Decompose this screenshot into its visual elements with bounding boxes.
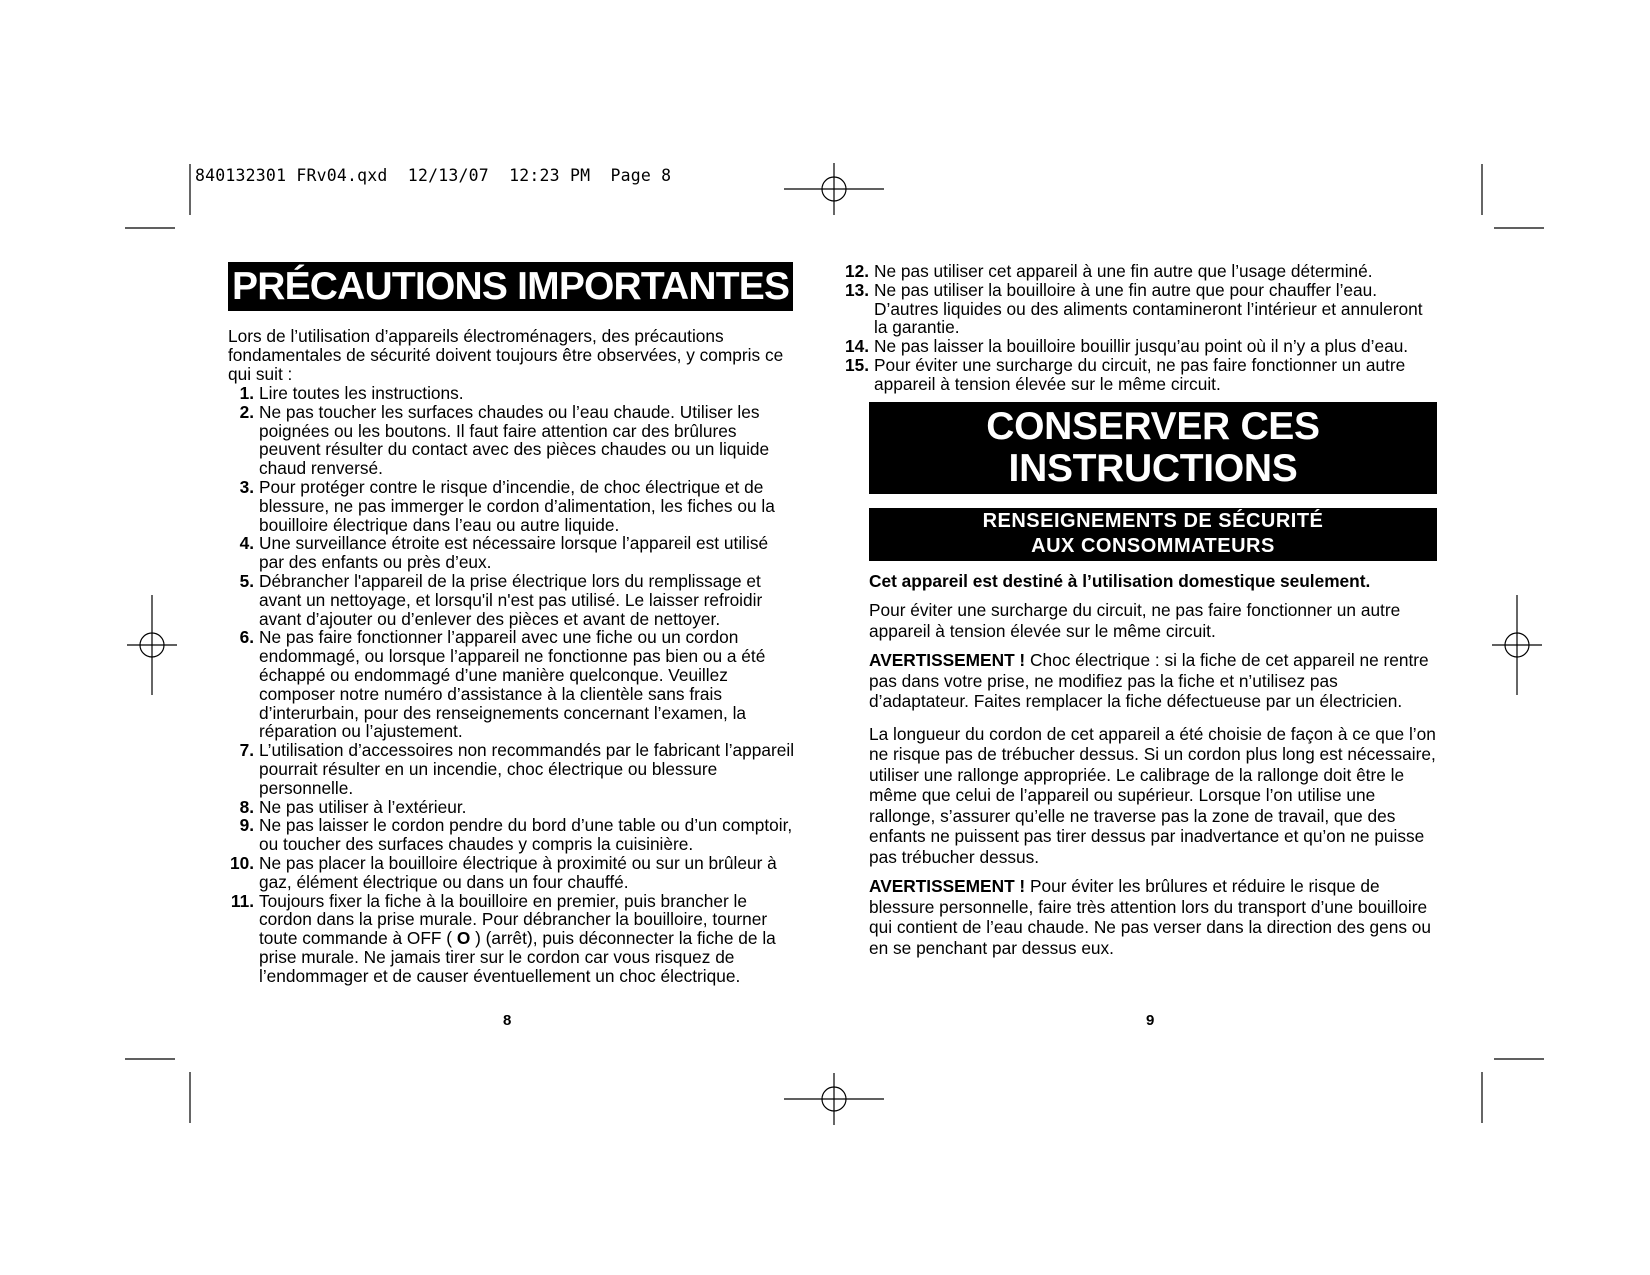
precautions-list-continued — [837, 262, 1437, 394]
circuit-paragraph: Pour éviter une surcharge du circuit, ne pas faire fonctionner un autre appareil à tension élevée sur le même circuit. — [869, 600, 1401, 641]
page-number-left: 8 — [503, 1012, 512, 1029]
consumer-safety-banner: RENSEIGNEMENTS DE SÉCURITÉ AUX CONSOMMATEURS — [869, 508, 1437, 561]
page-9 — [844, 261, 1437, 958]
list-item: 11. Toujours fixer la fiche à la bouilloire en premier, puis brancher le cordon dans la prise murale. Pour débrancher la bouilloire, tourner toute commande à OFF ( O ) (arrêt), puis déconnecter la fiche de la prise murale. Ne jamais tirer sur le cordon car vous risquez de l’endommager et de causer éventuellement un choc électrique. — [230, 890, 776, 986]
registration-mark-left — [127, 595, 177, 695]
list-item: 4. Une surveillance étroite est nécessaire lorsque l’appareil est utilisé par des enfants ou près d’eux. — [239, 533, 769, 573]
household-use-note: Cet appareil est destiné à l’utilisation domestique seulement. — [869, 570, 1371, 591]
cord-length-paragraph: La longueur du cordon de cet appareil a été choisie de façon à ce que l’on ne risque pas de trébucher dessus. Si un cordon plus long est nécessaire, utiliser une rallonge appropriée. Le calibrage de la rallonge doit être le même que celui de l’appareil ou supérieur. Lorsque l’on utilise une rallonge, s’assurer qu’elle ne traverse pas la zone de travail, que des enfants ne puissent pas tirer dessus par inadvertance et qu’on ne puisse pas trébucher dessus. — [869, 723, 1436, 867]
precautions-list — [222, 384, 796, 986]
list-item: 7. L’utilisation d’accessoires non recommandés par le fabricant l’appareil pourrait résulter en un incendie, choc électrique ou blessure personnelle. — [239, 740, 795, 798]
warning-electric-shock: AVERTISSEMENT ! Choc électrique : si la fiche de cet appareil ne rentre pas dans votre prise, ne modifiez pas la fiche et n’utilisez pas d’adaptateur. Faites remplacer la fiche défectueuse par un électricien. — [869, 650, 1429, 712]
list-item: 1. Lire toutes les instructions. — [239, 383, 464, 403]
off-symbol: O — [456, 928, 471, 949]
list-item: 3. Pour protéger contre le risque d’incendie, de choc électrique et de blessure, ne pas immerger le cordon d’alimentation, les fiches ou la bouilloire électrique dans l’eau ou autre liquide. — [239, 476, 775, 535]
list-item: 9. Ne pas laisser le cordon pendre du bord d’une table ou d’un comptoir, ou toucher des surfaces chaudes y compris la cuisinière. — [239, 815, 793, 855]
warning-burns: AVERTISSEMENT ! Pour éviter les brûlures et réduire le risque de blessure personnelle, faire très attention lors du transport d’une bouilloire qui contient de l’eau chaude. Ne pas verser dans la direction des gens ou en se penchant par dessus eux. — [869, 876, 1432, 958]
page-8 — [228, 262, 796, 986]
intro-paragraph: Lors de l’utilisation d’appareils électroménagers, des précautions fondamentales de sécurité doivent toujours être observées, y compris ce qui suit : — [228, 326, 784, 384]
precautions-title: PRÉCAUTIONS IMPORTANTES — [228, 262, 793, 311]
list-item: 15. Pour éviter une surcharge du circuit, ne pas faire fonctionner un autre appareil à tension élevée sur le même circuit. — [844, 354, 1406, 394]
list-item: 13. Ne pas utiliser la bouilloire à une fin autre que pour chauffer l’eau. D’autres liquides ou des aliments contamineront l’intérieur et annuleront la garantie. — [844, 279, 1423, 338]
page-number-right: 9 — [1146, 1012, 1155, 1029]
list-item: 5. Débrancher l'appareil de la prise électrique lors du remplissage et avant un nettoyage, et lorsqu'il n'est pas utilisé. Le laisser refroidir avant d’ajouter ou d’enlever des pièces et avant de nettoyer. — [239, 570, 763, 629]
list-item: 14. Ne pas laisser la bouilloire bouillir jusqu’au point où il n’y a plus d’eau. — [844, 336, 1409, 357]
file-slug: 840132301 FRv04.qxd 12/13/07 12:23 PM Page 8 — [195, 166, 672, 185]
list-item: 6. Ne pas faire fonctionner l’appareil avec une fiche ou un cordon endommagé, ou lorsque l’appareil ne fonctionne pas bien ou a été échappé ou endommagé d’une manière quelconque. Veuillez composer notre numéro d’assistance à la clientèle sans frais d’interurbain, pour des renseignements concernant l’examen, la réparation ou l’ajustement. — [239, 627, 766, 742]
registration-mark-top — [784, 163, 884, 215]
list-item: 2. Ne pas toucher les surfaces chaudes ou l’eau chaude. Utiliser les poignées ou les boutons. Il faut faire attention car des brûlures peuvent résulter du contact avec des pièces chaudes ou un liquide chaud renversé. — [239, 401, 770, 479]
list-item: 8. Ne pas utiliser à l’extérieur. — [239, 796, 467, 817]
registration-mark-right — [1492, 595, 1542, 695]
list-item: 10. Ne pas placer la bouilloire électrique à proximité ou sur un brûleur à gaz, élément électrique ou dans un four chauffé. — [229, 852, 777, 892]
registration-mark-bottom — [784, 1073, 884, 1125]
list-item: 12. Ne pas utiliser cet appareil à une fin autre que l’usage déterminé. — [844, 261, 1373, 281]
save-instructions-banner: CONSERVER CES INSTRUCTIONS — [869, 402, 1437, 494]
